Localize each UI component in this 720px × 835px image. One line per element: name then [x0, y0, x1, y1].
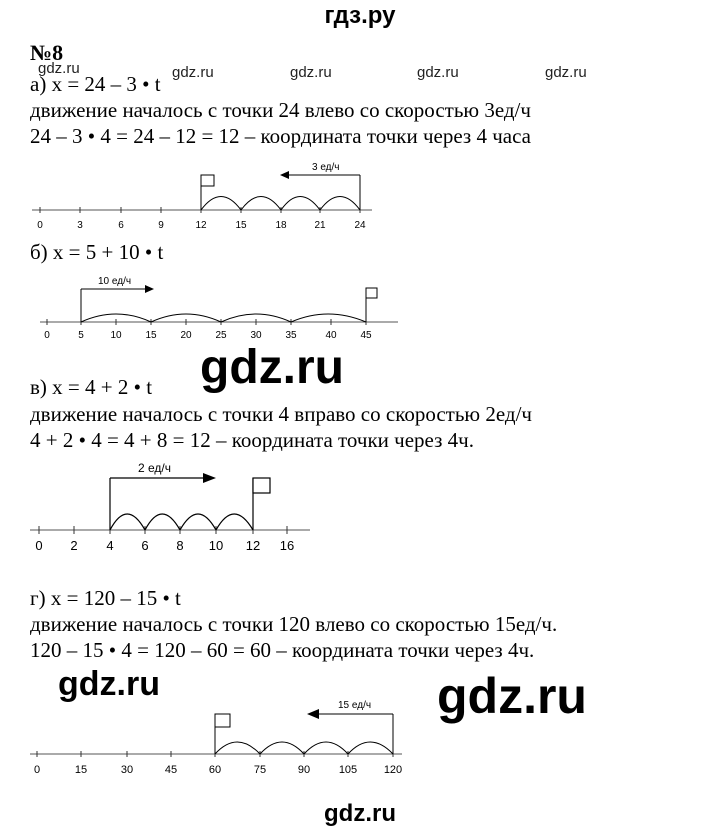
tick-label: 9 [158, 220, 164, 231]
part-a-text-2: 24 – 3 • 4 = 24 – 12 = 12 – координата точки через 4 часа [30, 124, 531, 148]
arrow-left-icon [280, 171, 289, 179]
site-header: гдз.ру [324, 2, 396, 29]
tick-label: 12 [245, 538, 261, 553]
tick-label: 35 [285, 330, 297, 341]
tick-label: 4 [106, 538, 114, 553]
tick-label: 6 [118, 220, 124, 231]
tick-label: 15 [145, 330, 157, 341]
mark-group [37, 220, 366, 231]
tick-label: 8 [176, 538, 184, 553]
part-v-text-1: движение началось с точки 4 вправо со скоростью 2ед/ч [30, 402, 532, 426]
part-a-equation: а) x = 24 – 3 • t [30, 72, 161, 96]
arc [216, 514, 253, 530]
part-v-equation: в) x = 4 + 2 • t [30, 375, 153, 399]
arrow-right-icon [145, 285, 154, 293]
tick-label: 2 [70, 538, 78, 553]
mark-group [34, 764, 402, 776]
speed-label: 15 ед/ч [338, 700, 372, 711]
tick-label: 45 [360, 330, 372, 341]
arc [304, 742, 348, 754]
tick-label: 0 [33, 764, 41, 776]
watermark: gdz.ru [200, 341, 344, 394]
tick-label: 20 [180, 330, 192, 341]
flag-icon [366, 288, 377, 298]
tick-label: 30 [250, 330, 262, 341]
arc [201, 197, 241, 211]
tick-label: 60 [208, 764, 222, 776]
tick-label: 21 [314, 220, 326, 231]
flag-icon [201, 175, 214, 186]
arc [281, 197, 320, 211]
mark-group [215, 714, 393, 754]
arc [260, 742, 304, 754]
tick-label: 105 [338, 764, 358, 776]
tick-label: 12 [195, 220, 207, 231]
part-g-text-1: движение началось с точки 120 влево со скоростью 15ед/ч. [30, 612, 558, 636]
watermark: gdz.ru [172, 64, 214, 81]
part-a-text-1: движение началось с точки 24 влево со скоростью 3ед/ч [30, 98, 531, 122]
part-g-equation: г) x = 120 – 15 • t [30, 586, 181, 610]
watermark: gdz.ru [437, 668, 587, 724]
tick-label: 30 [120, 764, 134, 776]
tick-label: 10 [208, 538, 224, 553]
mark-group [201, 175, 360, 210]
watermark: gdz.ru [290, 64, 332, 81]
tick-label: 0 [35, 538, 43, 553]
arc [291, 314, 366, 322]
tick-label: 15 [235, 220, 247, 231]
watermark: gdz.ru [324, 800, 396, 827]
tick-label: 3 [77, 220, 83, 231]
number-line-b [0, 272, 720, 342]
tick-label: 16 [279, 538, 295, 553]
watermark: gdz.ru [545, 64, 587, 81]
tick-label: 18 [275, 220, 287, 231]
watermark: gdz.ru [38, 60, 80, 77]
arc [215, 742, 260, 754]
tick-label: 10 [110, 330, 122, 341]
watermark: gdz.ru [417, 64, 459, 81]
arc [241, 197, 281, 211]
mark-group [110, 478, 270, 530]
tick-label: 45 [164, 764, 178, 776]
tick-label: 40 [325, 330, 337, 341]
speed-label: 10 ед/ч [98, 276, 132, 287]
speed-label: 2 ед/ч [138, 461, 172, 475]
part-v-text-2: 4 + 2 • 4 = 4 + 8 = 12 – координата точки через 4ч. [30, 428, 474, 452]
arrow-left-icon [307, 709, 319, 719]
arc [145, 514, 180, 530]
arrow-right-icon [203, 473, 216, 483]
tick-label: 15 [74, 764, 88, 776]
tick-label: 120 [383, 764, 403, 776]
part-g-text-2: 120 – 15 • 4 = 120 – 60 = 60 – координата точки через 4ч. [30, 638, 535, 662]
arc [180, 514, 216, 530]
mark-group [35, 538, 294, 553]
problem-number: №8 [30, 40, 64, 65]
tick-label: 6 [141, 538, 149, 553]
tick-label: 24 [354, 220, 366, 231]
number-line-g [0, 698, 720, 788]
part-b-equation: б) x = 5 + 10 • t [30, 240, 164, 264]
flag-icon [215, 714, 230, 727]
arc [110, 514, 145, 530]
number-line-a [0, 155, 720, 235]
watermark: gdz.ru [58, 665, 160, 703]
tick-label: 90 [297, 764, 311, 776]
speed-label: 3 ед/ч [312, 162, 340, 173]
tick-label: 0 [37, 220, 43, 231]
number-line-v [0, 458, 720, 558]
tick-label: 0 [44, 330, 50, 341]
flag-icon [253, 478, 270, 493]
arc [320, 197, 360, 211]
tick-label: 25 [215, 330, 227, 341]
tick-label: 75 [253, 764, 267, 776]
tick-label: 5 [78, 330, 84, 341]
mark-group [81, 288, 377, 322]
arc [348, 742, 393, 754]
